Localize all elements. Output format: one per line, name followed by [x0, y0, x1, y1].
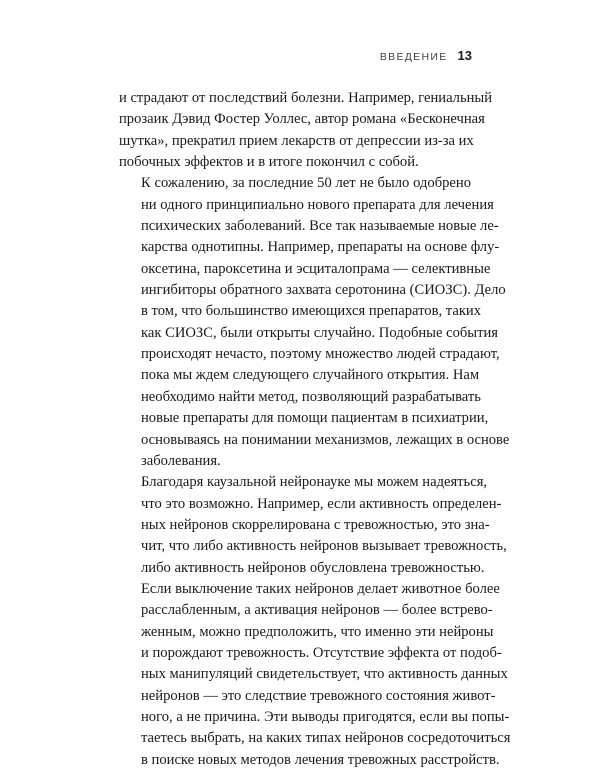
- text-line: психических заболеваний. Все так называемые новые ле-: [141, 218, 499, 235]
- text-line: побочных эффектов и в итоге покончил с собой.: [119, 154, 419, 171]
- running-head-section-title: ВВЕДЕНИЕ: [379, 51, 448, 63]
- text-line: в том, что большинство имеющихся препаратов, таких: [141, 303, 482, 320]
- text-line: таетесь выбрать, на каких типах нейронов сосредоточиться: [141, 730, 511, 747]
- text-line: Благодаря каузальной нейронауке мы можем надеяться,: [141, 474, 488, 491]
- text-line: либо активность нейронов обусловлена тревожностью.: [141, 559, 485, 576]
- text-line: основываясь на понимании механизмов, лежащих в основе: [141, 431, 510, 448]
- paragraph-continued: [119, 88, 493, 173]
- text-line: расслабленным, а активация нейронов — более встрево-: [141, 602, 493, 619]
- paragraph: [119, 173, 510, 472]
- text-line: чит, что либо активность нейронов вызывает тревожность,: [141, 538, 507, 555]
- text-line: и страдают от последствий болезни. Например, гениальный: [119, 90, 493, 106]
- text-line: необходимо найти метод, позволяющий разрабатывать: [141, 388, 481, 405]
- text-line: ингибиторы обратного захвата серотонина (СИОЗС). Дело: [141, 282, 506, 299]
- text-line: что это возможно. Например, если активность определен-: [141, 495, 502, 512]
- text-line: и порождают тревожность. Отсутствие эффекта от подоб-: [141, 644, 502, 661]
- running-head: [380, 48, 472, 63]
- text-line: происходят нечасто, поэтому множество людей страдают,: [141, 346, 500, 363]
- text-line: шутка», прекратил прием лекарств от депрессии из-за их: [119, 132, 474, 149]
- text-line: Если выключение таких нейронов делает животное более: [141, 580, 500, 597]
- text-line: К сожалению, за последние 50 лет не было одобрено: [141, 175, 471, 192]
- text-line: как СИОЗС, были открыты случайно. Подобные события: [141, 324, 499, 341]
- text-line: женным, можно предположить, что именно эти нейроны: [141, 623, 494, 640]
- text-line: ных манипуляций свидетельствует, что активность данных: [141, 666, 508, 683]
- text-line: ных нейронов скоррелирована с тревожностью, это зна-: [141, 516, 490, 533]
- text-line: пока мы ждем следующего случайного открытия. Нам: [141, 367, 480, 384]
- text-line: заболевания.: [141, 452, 221, 469]
- text-line: ного, а не причина. Эти выводы пригодятся, если вы попы-: [141, 708, 510, 725]
- text-line: нейронов — это следствие тревожного состояния живот-: [141, 687, 496, 704]
- text-line: карства однотипны. Например, препараты на основе флу-: [141, 239, 500, 256]
- body-text: [119, 88, 511, 771]
- text-line: оксетина, пароксетина и эсциталопрама — селективные: [141, 260, 491, 277]
- text-line: в поиске новых методов лечения тревожных расстройств.: [141, 751, 500, 768]
- page-number: 13: [457, 48, 472, 63]
- text-line: новые препараты для помощи пациентам в психиатрии,: [141, 410, 489, 427]
- text-line: прозаик Дэвид Фостер Уоллес, автор романа «Бесконечная: [119, 111, 485, 128]
- text-line: ни одного принципиально нового препарата для лечения: [141, 196, 494, 213]
- paragraph: [119, 472, 511, 771]
